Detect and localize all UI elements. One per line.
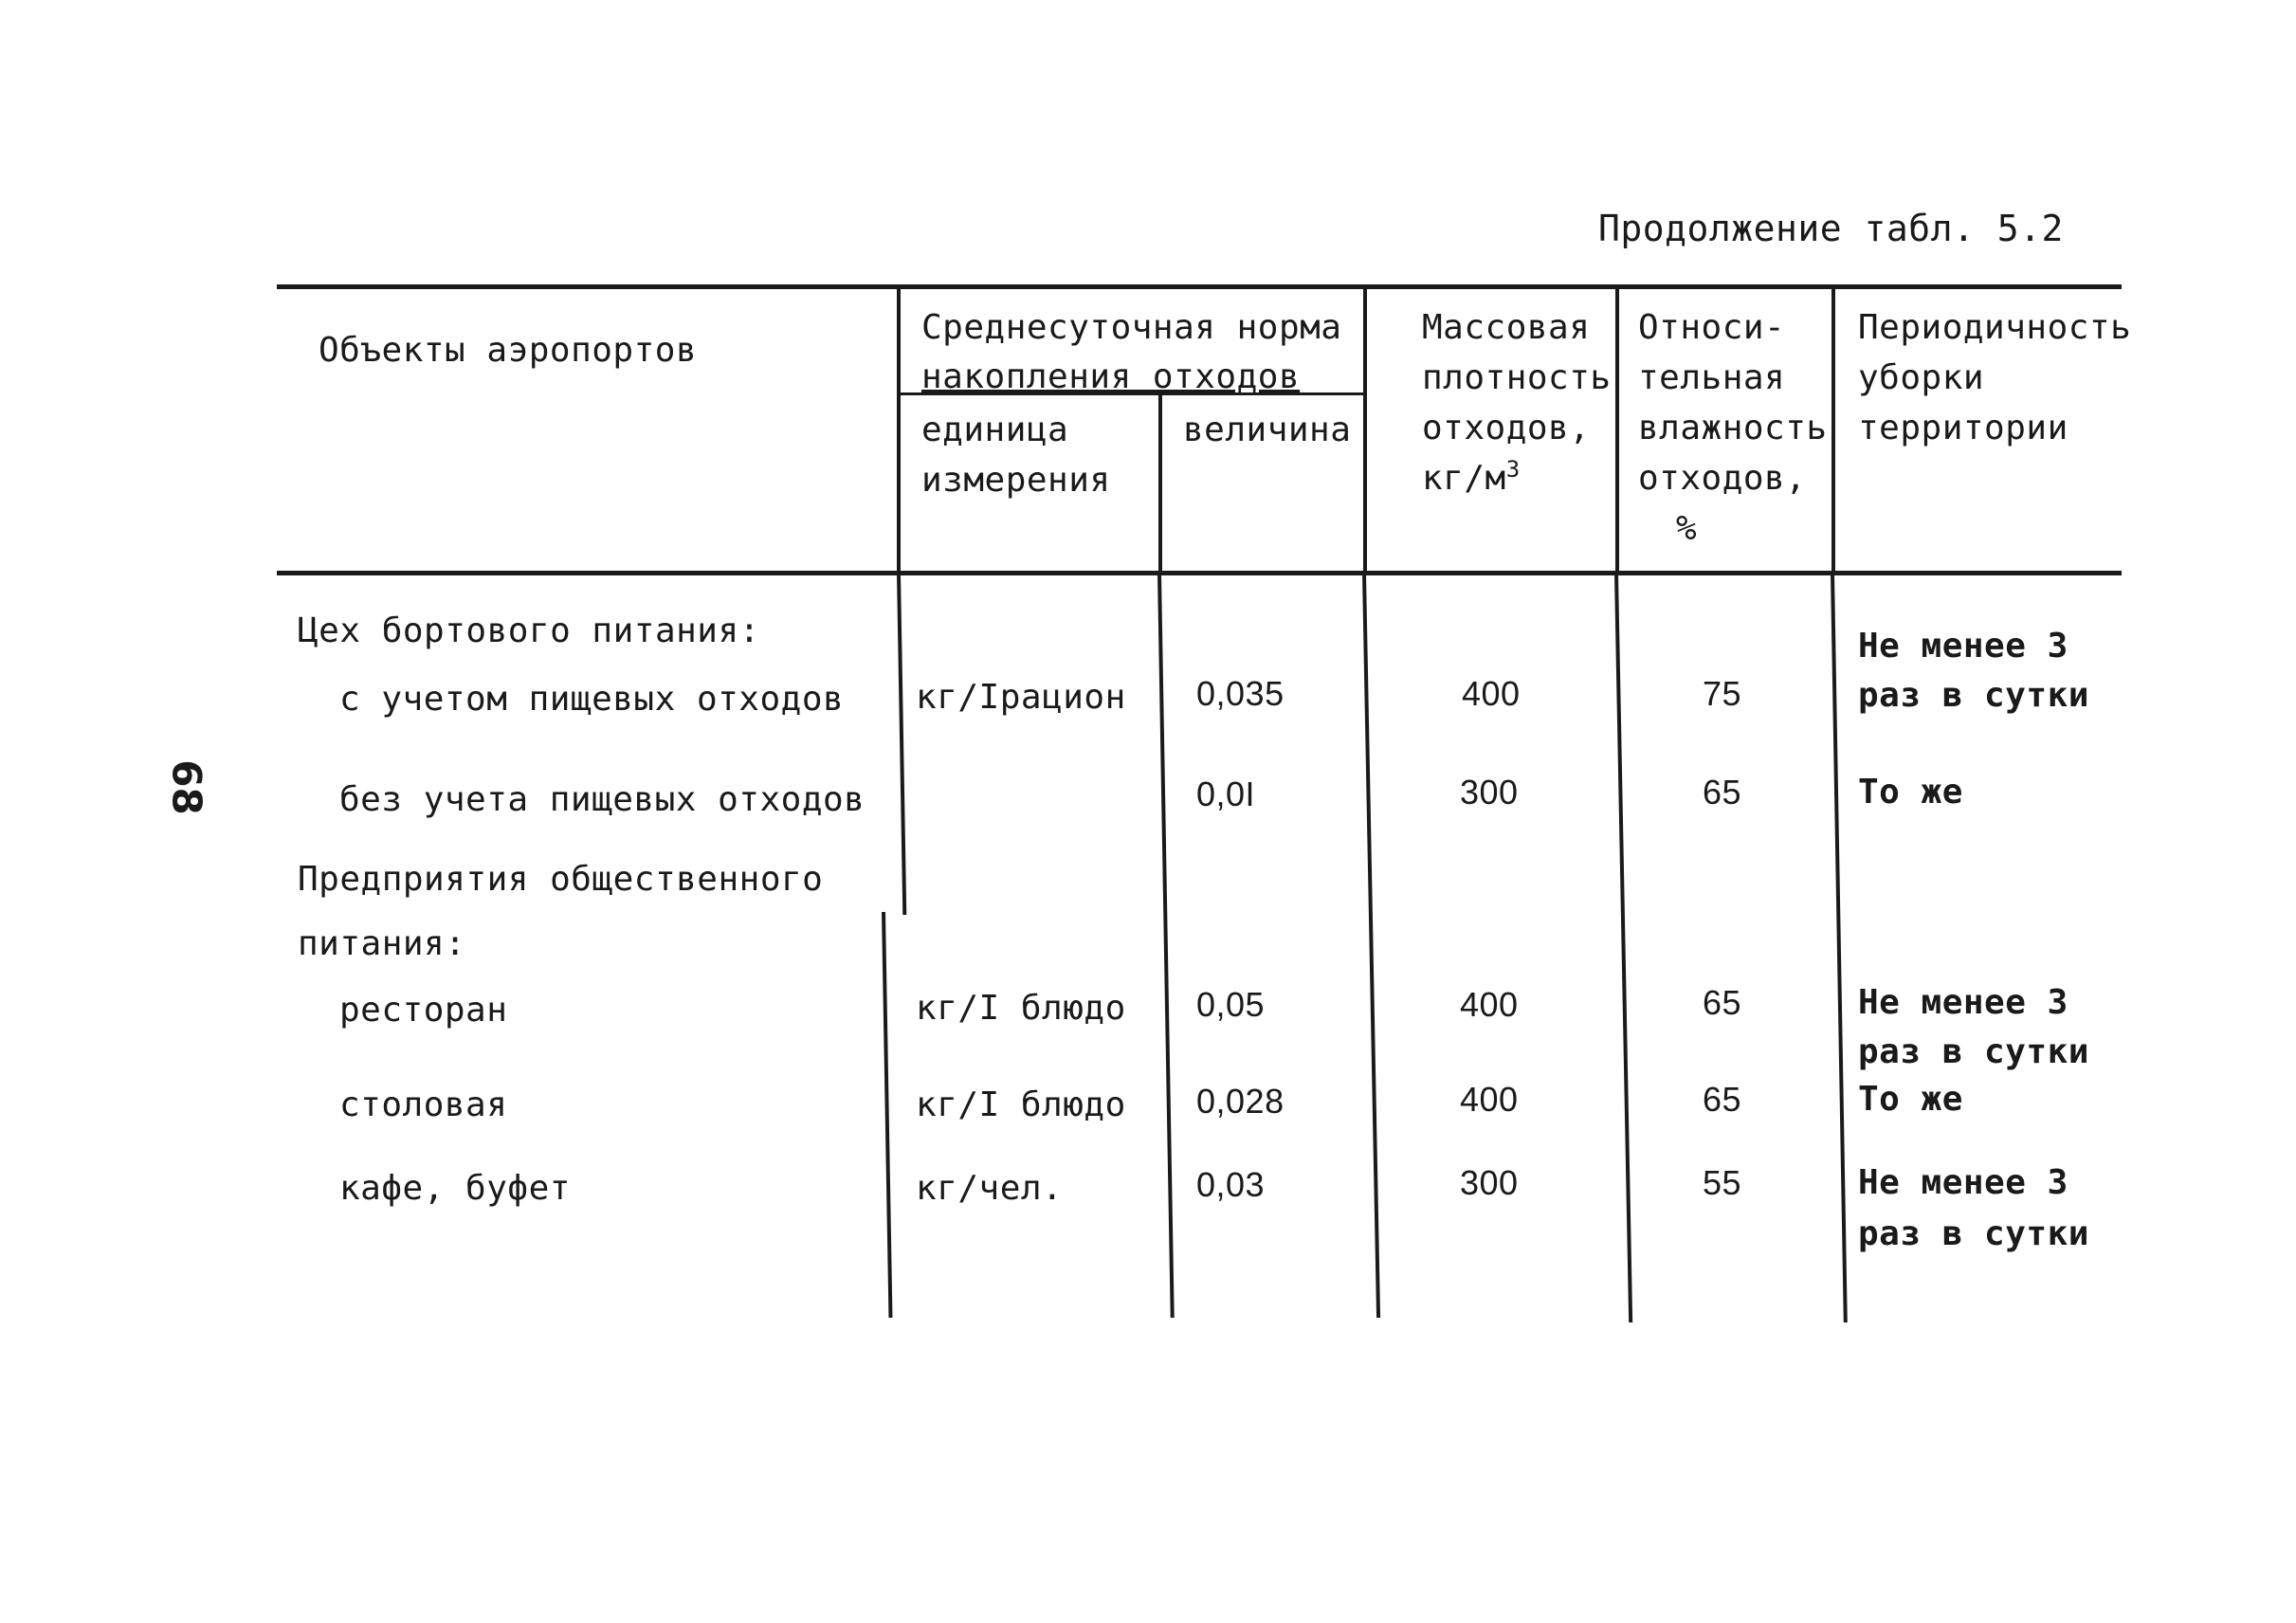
header-humidity-line3: влажность: [1638, 409, 1828, 447]
row-value: 0,035: [1196, 674, 1285, 713]
row-density: 300: [1460, 773, 1519, 812]
header-value: величина: [1183, 410, 1352, 449]
col-rule-2-body: [1157, 574, 1175, 1318]
row-period-line1: Не менее 3: [1858, 1163, 2068, 1202]
row-period-line2: раз в сутки: [1858, 1214, 2089, 1253]
col-rule-5: [1831, 288, 1835, 573]
header-period-line2: уборки: [1858, 358, 1985, 397]
col-rule-2: [1158, 393, 1162, 573]
header-objects: Объекты аэропортов: [319, 331, 698, 370]
row-object: без учета пищевых отходов: [339, 780, 866, 819]
header-norm-line2: накопления отходов: [921, 357, 1301, 396]
row-humidity: 75: [1703, 674, 1742, 713]
group-heading-2-line1: Предприятия общественного: [298, 860, 824, 899]
row-humidity: 65: [1703, 773, 1742, 812]
row-value: 0,03: [1196, 1165, 1266, 1204]
col-rule-1: [897, 288, 901, 573]
row-unit: кг/чел.: [916, 1169, 1064, 1208]
col-rule-1-body: [897, 574, 906, 915]
row-humidity: 55: [1703, 1163, 1742, 1202]
row-humidity: 65: [1703, 983, 1742, 1022]
row-humidity: 65: [1703, 1080, 1742, 1119]
page-number: 68: [163, 759, 210, 815]
row-unit: кг/Iрацион: [916, 678, 1126, 717]
row-period-line1: Не менее 3: [1858, 983, 2068, 1022]
col-rule-3-body: [1362, 574, 1380, 1318]
row-period-line1: Не менее 3: [1858, 627, 2068, 666]
row-period-line1: То же: [1858, 1080, 1963, 1119]
header-humidity-line4: отходов,: [1638, 459, 1807, 498]
row-period-line2: раз в сутки: [1858, 1032, 2089, 1071]
row-value: 0,028: [1196, 1082, 1285, 1121]
row-period-line1: То же: [1858, 773, 1963, 812]
header-density-line2: плотность: [1422, 358, 1612, 397]
table-caption: Продолжение табл. 5.2: [1598, 208, 2064, 249]
row-object: кафе, буфет: [339, 1169, 571, 1208]
col-rule-4: [1615, 288, 1619, 573]
row-density: 400: [1460, 1080, 1519, 1119]
col-rule-1-body-low: [882, 912, 892, 1318]
header-density-sup: 3: [1505, 456, 1521, 483]
header-density-line1: Массовая: [1422, 308, 1591, 347]
header-density-unit: кг/м: [1422, 459, 1506, 498]
header-humidity-line2: тельная: [1638, 358, 1786, 397]
col-rule-5-body: [1831, 574, 1848, 1322]
table-top-rule: [277, 284, 2122, 289]
header-unit-line2: измерения: [921, 461, 1111, 500]
header-density-line4: [1422, 454, 1521, 503]
header-bottom-rule: [277, 571, 2122, 575]
header-density-line3: отходов,: [1422, 409, 1591, 447]
header-humidity-line5: %: [1676, 509, 1698, 548]
row-object: ресторан: [339, 991, 508, 1030]
header-period-line3: территории: [1858, 409, 2068, 447]
row-unit: кг/I блюдо: [916, 989, 1126, 1028]
header-norm-line1: Среднесуточная норма: [921, 308, 1342, 347]
row-object: столовая: [339, 1085, 508, 1124]
row-period-line2: раз в сутки: [1858, 676, 2089, 715]
group-heading-1: Цех бортового питания:: [298, 611, 760, 650]
row-unit: кг/I блюдо: [916, 1085, 1126, 1124]
row-value: 0,0I: [1196, 775, 1256, 813]
row-density: 400: [1462, 674, 1521, 713]
header-unit-line1: единица: [921, 410, 1069, 449]
row-density: 400: [1460, 985, 1519, 1024]
header-humidity-line1: Относи-: [1638, 308, 1786, 347]
row-value: 0,05: [1196, 985, 1266, 1024]
row-density: 300: [1460, 1163, 1519, 1202]
col-rule-3: [1363, 288, 1367, 573]
row-object: с учетом пищевых отходов: [339, 680, 845, 719]
header-period-line1: Периодичность: [1858, 308, 2132, 347]
col-rule-4-body: [1614, 574, 1632, 1322]
group-heading-2-line2: питания:: [298, 924, 466, 963]
